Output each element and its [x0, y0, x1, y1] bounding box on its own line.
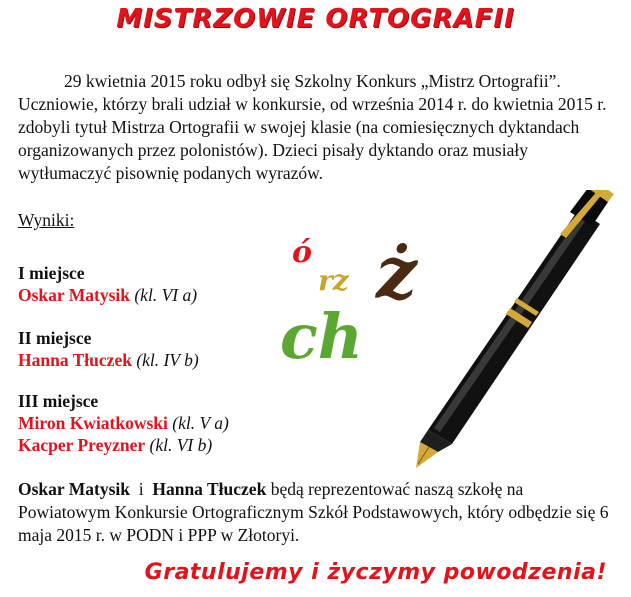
letter-o-icon: ó: [292, 235, 313, 270]
rep-text: będą reprezentować naszą szkołę na Powiatowym Konkursie Ortograficznym Szkół Podstawowych, który odbędzie się 6 maja 2015 r. w PODN i PPP w Złotoryi.: [18, 479, 609, 545]
letter-rz-icon: rz: [318, 264, 349, 297]
winner-name: Hanna Tłuczek: [18, 350, 132, 370]
representatives-paragraph: [18, 478, 618, 547]
place-3: [18, 390, 229, 456]
winner-name: Miron Kwiatkowski: [18, 413, 168, 433]
rep-name-1: Oskar Matysik: [18, 479, 130, 499]
fountain-pen-illustration: [270, 190, 630, 470]
rep-connector: i: [129, 479, 153, 499]
place-1: [18, 262, 197, 306]
place-2-heading: II miejsce: [18, 328, 92, 348]
winner-class: (kl. V a): [172, 413, 229, 433]
winner: [18, 349, 199, 371]
winner: [18, 412, 229, 434]
winner: [18, 434, 229, 456]
results-label: Wyniki:: [18, 210, 75, 230]
winner-class: (kl. VI b): [149, 435, 213, 455]
page-title: MISTRZOWIE ORTOGRAFII: [116, 4, 515, 34]
winner-class: (kl. IV b): [136, 350, 199, 370]
winner-class: (kl. VI a): [134, 285, 198, 305]
pen-icon: [416, 190, 614, 468]
intro-line1: 29 kwietnia 2015 roku odbył się Szkolny Konkurs „Mistrz Ortografii”.: [64, 71, 561, 91]
winner: [18, 284, 197, 306]
place-1-heading: I miejsce: [18, 263, 85, 283]
place-3-heading: III miejsce: [18, 391, 99, 411]
intro-rest: Uczniowie, którzy brali udział w konkursie, od września 2014 r. do kwietnia 2015 r. zdobyli tytuł Mistrza Ortografii w swojej klasie (na comiesięcznych dyktandach organizowanych przez polonistów). Dzieci pisały dyktando oraz musiały wytłumaczyć pisownię podanych wyrazów.: [18, 94, 607, 183]
winner-name: Kacper Preyzner: [18, 435, 146, 455]
letter-z-icon: ż: [376, 230, 417, 315]
letter-ch-icon: ch: [280, 300, 363, 373]
place-2: [18, 327, 199, 371]
congratulations-text: Gratulujemy i życzymy powodzenia!: [144, 560, 607, 585]
intro-paragraph: [18, 70, 618, 185]
rep-name-2: Hanna Tłuczek: [152, 479, 267, 499]
winner-name: Oskar Matysik: [18, 285, 130, 305]
